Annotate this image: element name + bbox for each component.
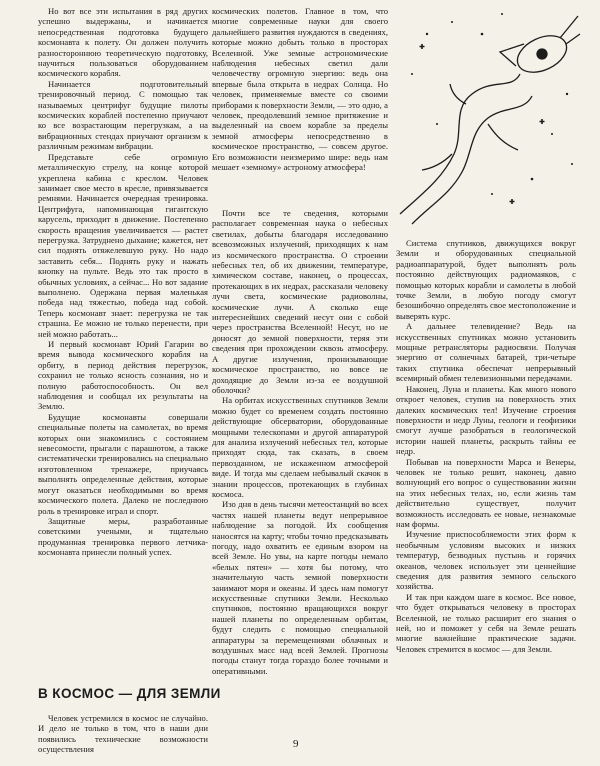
column-left-tail <box>38 713 208 755</box>
paragraph: Человек устремился в космос не случайно. И дело не только в том, что в наши дни появились технические возможности осуществления <box>38 713 208 755</box>
paragraph: Защитные меры, разработанные советскими учеными, и тщательно продуманная тренировка первого летчика-космонавта принесли полный успех. <box>38 515 208 558</box>
paragraph: И так при каждом шаге в космос. Все новое, что будет открываться человеку в просторах Вселенной, не только расширит его знания о ней, но и поможет у себя на Земле решать многие важнейшие практические задачи. Человек стремится в космос — для Земли. <box>396 591 576 654</box>
column-middle <box>212 208 388 676</box>
paragraph: На орбитах искусственных спутников Земли можно будет со временем создать постоянно действующие обсерватории, оборудованные мощными телескопами и другой аппаратурой для анализа излучений небесных тел, которые приходят сюда, так сказать, в своем первозданном, не искаженном атмосферой виде. И тогда мы сделаем небывалый скачок в знании процессов, протекающих в глубинах космоса. <box>212 395 388 499</box>
paragraph: Изучение приспособляемости этих форм к необычным условиям высоких и низких температур, безводных пустынь и горячих океанов, человек использует эти ценнейшие сведения для развития земного сельского хозяйства. <box>396 529 576 592</box>
column-middle-top <box>212 6 388 173</box>
paragraph: Почти все те сведения, которыми располагает современная наука о небесных светилах, добыты благодаря исследованию всевозможных излучений, приходящих к нам из космического пространства. О строении небесных тел, об их движении, температуре, химическом составе, наконец, о процессах, протекающих в их недрах, рассказали человеку лучи света, космические радиоволны, космические лучи. А сколько еще интереснейших сведений несут они с собой через пространства Вселенной! Несут, но не доносят до земной поверхности, теряя эти сведения при прохождении сквозь атмосферу. А другие излучения, пронизывающие космическое пространство, но вовсе не доходящие до Земли из-за ее воздушной оболочки? <box>212 208 388 395</box>
section-heading: В КОСМОС — ДЛЯ ЗЕМЛИ <box>38 686 221 701</box>
paragraph: А дальнее телевидение? Ведь на искусственных спутниках можно установить мощные ретрансляторы радиосвязи. Получая энергию от солнечных батарей, три-четыре таких спутника обеспечат непрерывный всемирный обмен телевизионными передачами. <box>396 321 576 384</box>
paragraph: Изо дня в день тысячи метеостанций во всех частях нашей планеты ведут непрерывное наблюдение за погодой. Их сообщения наносятся на карту; чтобы точно предсказывать погоду, надо охватить ее единым взором на всей Земле. Но увы, на карте погоды немало «белых пятен» — хотя бы потому, что значительную часть земной поверхности занимают моря и океаны. И здесь нам помогут искусственные спутники Земли. Несколько спутников, постоянно вращающихся вокруг нашей планеты по определенным орбитам, будут следить с помощью специальной аппаратуры за перемещениями облачных и воздушных масс над всей Землей. Прогнозы погоды станут тогда гораздо более точными и оперативными. <box>212 499 388 676</box>
paragraph: Система спутников, движущихся вокруг Земли и оборудованных специальной радиоаппаратурой, будет выполнять роль постоянно действующих радиомаяков, с помощью которых корабли и самолеты в любой точке Земли, в любую погоду смогут безошибочно определять свое местоположение и выверять курс. <box>396 238 576 321</box>
column-right <box>396 238 576 654</box>
paragraph: космических полетов. Главное в том, что многие современные науки для своего дальнейшего развития нуждаются в сведениях, которые можно добыть только в просторах Вселенной. Уже земные астрономические наблюдения небесных светил дали человечеству огромную энергию: ведь она впервые была открыта в недрах Солнца. Но человек, применяемые вместе со своими приборами к поверхности Земли, — это одно, а человек, преодолевший земное притяжение и выделенный на своем корабле за пределы земной атмосферы непосредственно в космическое пространство, — совсем другое. Его возможности неизмеримо шире: ведь нам мешает «земному» астроному атмосфера! <box>212 6 388 173</box>
paragraph: Побывав на поверхности Марса и Венеры, человек не только решит, наконец, давно волнующий его вопрос о существовании жизни на этих небесных телах, но, если жизнь там действительно существует, получит возможность исследовать ее новые, незнакомые нам формы. <box>396 456 576 529</box>
paragraph: Наконец, Луна и планеты. Как много нового откроет человек, ступив на поверхность этих далеких космических тел! Изучение строения поверхности и недр Луны, геологи и геофизики смогут лучше разобраться в геологической истории нашей планеты, раскрыть тайны ее недр. <box>396 383 576 457</box>
spacecraft-illustration <box>392 4 582 234</box>
paragraph: Будущие космонавты совершали специальные полеты на самолетах, во время которых они знакомились с состоянием невесомости, прыгали с парашютом, а также систематически тренировались на специально изготовленном тренажере, приучаясь выполнять определенные действия, которые могут оказаться необходимыми во время космического полета. Далеко не последнюю роль в тренировке играл и спорт. <box>38 411 208 516</box>
page-number: 9 <box>293 738 299 750</box>
paragraph: Представьте себе огромную металлическую стрелу, на конце которой укреплена кабина с креслом. Человек занимает свое место в кресле, привязывается ремнями. Начинается очередная тренировка. Центрифуга, напоминающая гигантскую карусель, приходит в движение. Постепенно скорость вращения увеличивается — растет перегрузка. Затруднено дыхание; кажется, нет сил поднять отяжелевшую руку. Но надо заставить себя... Поднять руку и нажать кнопку на пульте. Ведь это так просто в обычных условиях, а сейчас... Но вот задание выполнено. Одержана первая маленькая победа над тяжестью, победа над собой. Теперь космонавт знает: перегрузка не так страшна. Ее можно не только перенести, при ней можно работать... <box>38 151 208 339</box>
paragraph: И первый космонавт Юрий Гагарин во время вывода космического корабля на орбиту, в период действия перегрузок, сохранил не только ясность сознания, но и полную работоспособность. Он вел наблюдения и сообщал их результаты на Землю. <box>38 339 208 412</box>
column-left <box>38 6 208 558</box>
paragraph: Но вот все эти испытания в ряд других успешно выдержаны, и начинается непосредственная подготовка будущего космонавта к полету. Он должен получить разностороннюю теоретическую подготовку, научиться пользоваться оборудованием космического корабля. <box>38 6 208 79</box>
paragraph: Начинается подготовительный тренировочный период. С помощью так называемых центрифуг будущие пилоты космических кораблей постепенно приучают ко все возрастающим перегрузкам, а на вибрационных стендах приучают организм к различным режимам вибрации. <box>38 78 208 152</box>
